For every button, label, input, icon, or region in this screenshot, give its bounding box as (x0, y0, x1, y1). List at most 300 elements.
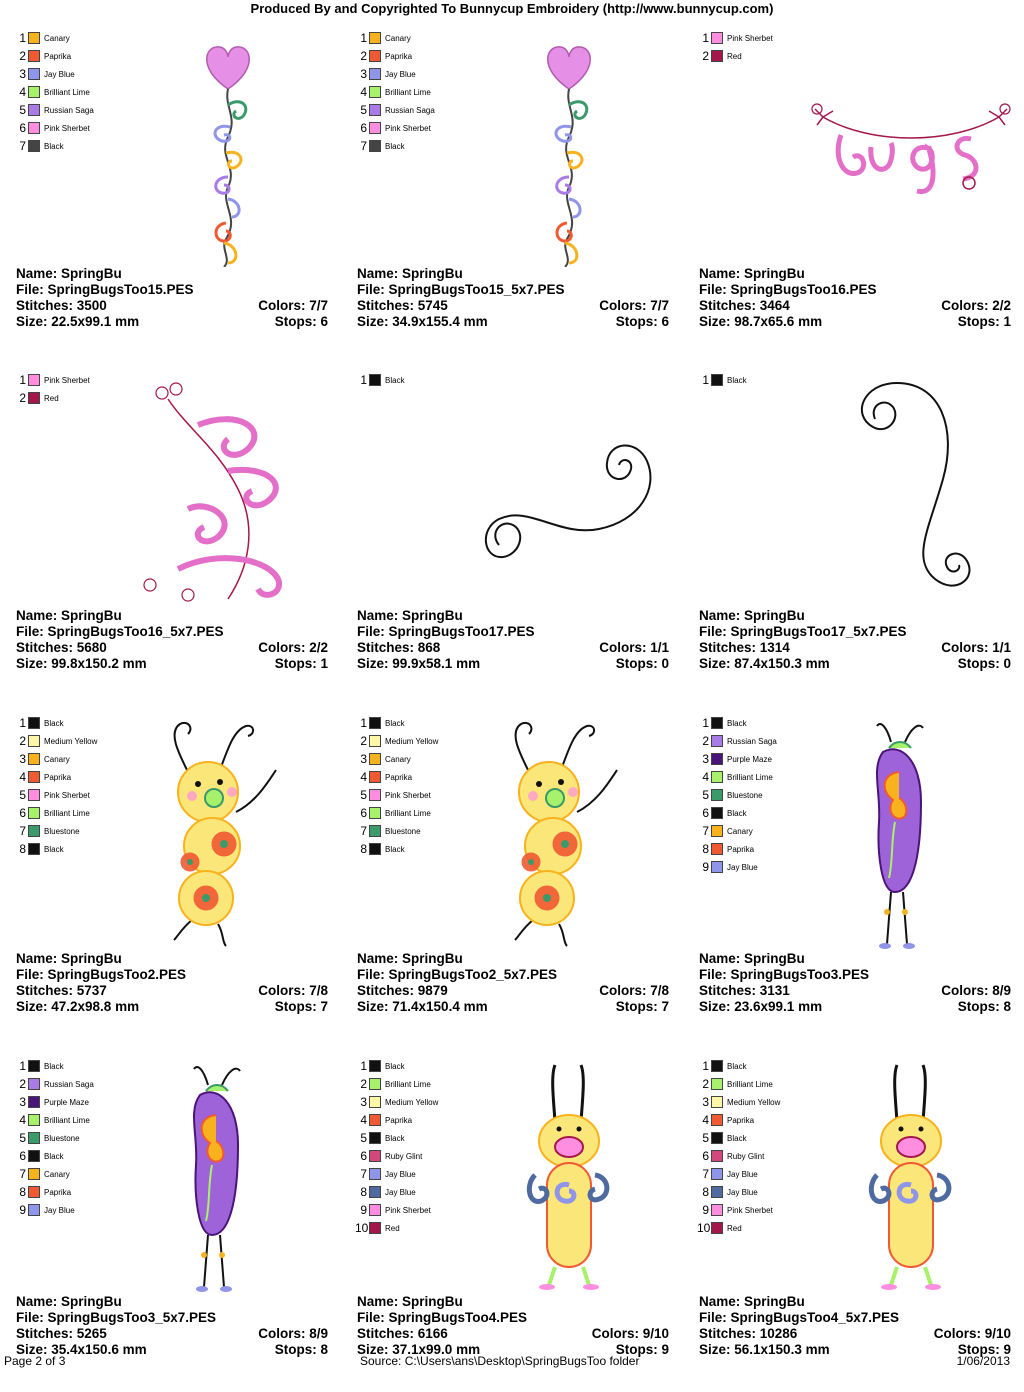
thread-swatch (711, 1222, 723, 1234)
thread-swatch (369, 717, 381, 729)
thread-color-row (355, 786, 438, 804)
thread-name: Canary (385, 754, 411, 764)
thread-name: Brilliant Lime (44, 808, 90, 818)
thread-name: Medium Yellow (727, 1097, 781, 1107)
thread-number: 1 (19, 716, 26, 730)
design-card (349, 1050, 679, 1392)
thread-name: Brilliant Lime (385, 1079, 431, 1089)
thread-swatch (28, 392, 40, 404)
embroidery-preview (469, 27, 669, 267)
design-size: Size: 23.6x99.1 mm (699, 999, 823, 1014)
thread-swatch (711, 789, 723, 801)
thread-swatch (28, 104, 40, 116)
thread-color-list (14, 29, 94, 155)
thread-swatch (28, 68, 40, 80)
design-stops: Stops: 1 (957, 314, 1011, 329)
thread-name: Paprika (385, 51, 413, 61)
thread-name: Purple Maze (44, 1097, 89, 1107)
thread-swatch (369, 825, 381, 837)
thread-color-row (355, 101, 435, 119)
thread-number: 5 (360, 1131, 367, 1145)
thread-number: 6 (360, 121, 367, 135)
thread-name: Medium Yellow (385, 1097, 439, 1107)
thread-color-row (14, 1147, 94, 1165)
thread-number: 3 (360, 67, 367, 81)
thread-number: 4 (19, 770, 26, 784)
thread-swatch (369, 1150, 381, 1162)
thread-name: Brilliant Lime (385, 87, 431, 97)
thread-color-row (14, 786, 97, 804)
thread-color-row (697, 804, 777, 822)
design-stitches: Stitches: 3131 (699, 983, 790, 998)
design-stops: Stops: 0 (615, 656, 669, 671)
thread-swatch (711, 1186, 723, 1198)
print-date: 1/06/2013 (956, 1354, 1010, 1368)
thread-number: 6 (19, 1149, 26, 1163)
thread-name: Paprika (44, 1187, 72, 1197)
design-stops: Stops: 8 (274, 1342, 328, 1357)
design-info (357, 266, 669, 330)
design-stops: Stops: 8 (957, 999, 1011, 1014)
thread-color-row (14, 119, 94, 137)
thread-color-row (14, 65, 94, 83)
thread-color-row (14, 137, 94, 155)
thread-number: 6 (702, 806, 709, 820)
design-card (349, 22, 679, 364)
thread-color-row (697, 371, 747, 389)
thread-name: Jay Blue (385, 1169, 416, 1179)
thread-name: Black (385, 141, 405, 151)
design-colors: Colors: 2/2 (258, 640, 328, 655)
thread-name: Medium Yellow (44, 736, 98, 746)
design-name: Name: SpringBu (16, 951, 122, 966)
thread-name: Pink Sherbet (385, 790, 431, 800)
thread-swatch (28, 1204, 40, 1216)
thread-color-row (14, 1129, 94, 1147)
thread-name: Brilliant Lime (44, 1115, 90, 1125)
thread-number: 4 (702, 770, 709, 784)
thread-name: Black (385, 718, 405, 728)
thread-swatch (711, 753, 723, 765)
thread-color-row (697, 822, 777, 840)
thread-name: Russian Saga (385, 105, 435, 115)
page-header: Produced By and Copyrighted To Bunnycup Embroidery (http://www.bunnycup.com) (250, 1, 774, 16)
thread-name: Black (44, 718, 64, 728)
design-colors: Colors: 7/7 (258, 298, 328, 313)
design-stops: Stops: 9 (615, 1342, 669, 1357)
thread-number: 1 (19, 31, 26, 45)
thread-swatch (28, 753, 40, 765)
thread-swatch (369, 122, 381, 134)
thread-name: Black (727, 1133, 747, 1143)
design-card (8, 1050, 338, 1392)
thread-name: Paprika (385, 1115, 413, 1125)
thread-swatch (369, 789, 381, 801)
thread-color-row (14, 1165, 94, 1183)
design-name: Name: SpringBu (699, 266, 805, 281)
thread-name: Canary (385, 33, 411, 43)
thread-swatch (711, 807, 723, 819)
design-file: File: SpringBugsToo16.PES (699, 282, 877, 297)
thread-number: 2 (19, 1077, 26, 1091)
design-stops: Stops: 0 (957, 656, 1011, 671)
design-name: Name: SpringBu (699, 608, 805, 623)
thread-number: 2 (360, 1077, 367, 1091)
design-card (691, 707, 1021, 1049)
thread-number: 5 (19, 1131, 26, 1145)
thread-color-list (697, 371, 747, 389)
page-footer (0, 1352, 1024, 1370)
thread-swatch (28, 1132, 40, 1144)
design-colors: Colors: 1/1 (599, 640, 669, 655)
thread-number: 7 (360, 824, 367, 838)
embroidery-preview (469, 369, 669, 609)
design-colors: Colors: 7/8 (599, 983, 669, 998)
thread-number: 7 (19, 139, 26, 153)
thread-swatch (711, 1150, 723, 1162)
thread-name: Red (385, 1223, 400, 1233)
thread-name: Black (385, 1061, 405, 1071)
thread-swatch (369, 1096, 381, 1108)
thread-name: Black (727, 375, 747, 385)
thread-name: Brilliant Lime (44, 87, 90, 97)
design-size: Size: 37.1x99.0 mm (357, 1342, 481, 1357)
thread-number: 5 (19, 103, 26, 117)
thread-number: 1 (360, 31, 367, 45)
thread-name: Russian Saga (44, 105, 94, 115)
thread-number: 5 (360, 103, 367, 117)
thread-color-row (355, 47, 435, 65)
thread-color-row (355, 119, 435, 137)
design-name: Name: SpringBu (357, 608, 463, 623)
design-file: File: SpringBugsToo16_5x7.PES (16, 624, 224, 639)
thread-color-row (697, 1219, 780, 1237)
thread-color-row (697, 858, 777, 876)
design-colors: Colors: 8/9 (258, 1326, 328, 1341)
thread-color-row (697, 1075, 780, 1093)
thread-color-row (355, 1075, 438, 1093)
thread-color-list (355, 1057, 438, 1237)
design-file: File: SpringBugsToo2.PES (16, 967, 187, 982)
thread-swatch (28, 1078, 40, 1090)
design-file: File: SpringBugsToo3_5x7.PES (16, 1310, 217, 1325)
thread-color-row (355, 1093, 438, 1111)
thread-swatch (28, 1150, 40, 1162)
design-stops: Stops: 6 (274, 314, 328, 329)
thread-color-row (355, 29, 435, 47)
thread-color-row (697, 1165, 780, 1183)
thread-color-row (697, 768, 777, 786)
thread-swatch (28, 789, 40, 801)
design-name: Name: SpringBu (699, 1294, 805, 1309)
thread-swatch (711, 1096, 723, 1108)
design-stitches: Stitches: 6166 (357, 1326, 448, 1341)
thread-swatch (711, 1060, 723, 1072)
thread-swatch (369, 753, 381, 765)
thread-number: 2 (19, 391, 26, 405)
thread-number: 8 (702, 1185, 709, 1199)
thread-number: 6 (360, 806, 367, 820)
design-stitches: Stitches: 5680 (16, 640, 107, 655)
thread-swatch (711, 50, 723, 62)
thread-name: Black (727, 1061, 747, 1071)
thread-swatch (28, 1186, 40, 1198)
thread-number: 2 (702, 49, 709, 63)
thread-swatch (369, 1132, 381, 1144)
thread-number: 2 (19, 49, 26, 63)
thread-number: 5 (702, 788, 709, 802)
thread-swatch (711, 771, 723, 783)
thread-color-row (697, 47, 773, 65)
design-name: Name: SpringBu (16, 1294, 122, 1309)
design-size: Size: 35.4x150.6 mm (16, 1342, 147, 1357)
thread-number: 2 (702, 1077, 709, 1091)
thread-color-row (355, 768, 438, 786)
thread-swatch (28, 1114, 40, 1126)
thread-number: 3 (19, 67, 26, 81)
design-card (8, 707, 338, 1049)
thread-swatch (369, 374, 381, 386)
thread-number: 4 (360, 85, 367, 99)
thread-color-row (14, 822, 97, 840)
thread-number: 5 (360, 788, 367, 802)
thread-name: Paprika (44, 51, 72, 61)
thread-swatch (28, 1060, 40, 1072)
thread-color-row (697, 29, 773, 47)
thread-number: 3 (702, 1095, 709, 1109)
thread-name: Red (727, 51, 742, 61)
thread-name: Pink Sherbet (44, 123, 90, 133)
thread-swatch (369, 807, 381, 819)
design-name: Name: SpringBu (357, 1294, 463, 1309)
thread-name: Pink Sherbet (44, 375, 90, 385)
design-name: Name: SpringBu (357, 951, 463, 966)
thread-name: Brilliant Lime (727, 772, 773, 782)
design-stops: Stops: 7 (274, 999, 328, 1014)
thread-swatch (28, 374, 40, 386)
design-file: File: SpringBugsToo15_5x7.PES (357, 282, 565, 297)
thread-color-row (355, 65, 435, 83)
design-name: Name: SpringBu (16, 608, 122, 623)
design-stitches: Stitches: 3464 (699, 298, 790, 313)
thread-name: Brilliant Lime (727, 1079, 773, 1089)
thread-swatch (369, 1114, 381, 1126)
thread-color-row (697, 1111, 780, 1129)
thread-color-row (697, 750, 777, 768)
thread-swatch (369, 1168, 381, 1180)
thread-color-row (14, 1201, 94, 1219)
design-stitches: Stitches: 1314 (699, 640, 790, 655)
thread-number: 7 (19, 1167, 26, 1181)
design-info (699, 266, 1011, 330)
thread-color-list (697, 714, 777, 876)
thread-color-row (355, 732, 438, 750)
design-size: Size: 99.9x58.1 mm (357, 656, 481, 671)
thread-swatch (28, 140, 40, 152)
design-name: Name: SpringBu (16, 266, 122, 281)
thread-number: 1 (19, 1059, 26, 1073)
design-file: File: SpringBugsToo4_5x7.PES (699, 1310, 900, 1325)
embroidery-preview (811, 27, 1011, 267)
design-info (357, 951, 669, 1015)
thread-number: 1 (19, 373, 26, 387)
thread-number: 9 (19, 1203, 26, 1217)
thread-name: Jay Blue (385, 1187, 416, 1197)
thread-color-row (14, 47, 94, 65)
design-size: Size: 71.4x150.4 mm (357, 999, 488, 1014)
design-file: File: SpringBugsToo15.PES (16, 282, 194, 297)
thread-number: 5 (702, 1131, 709, 1145)
thread-color-row (697, 714, 777, 732)
thread-swatch (369, 32, 381, 44)
design-stitches: Stitches: 3500 (16, 298, 107, 313)
thread-number: 1 (702, 1059, 709, 1073)
thread-color-row (14, 389, 90, 407)
thread-number: 7 (702, 824, 709, 838)
design-stops: Stops: 7 (615, 999, 669, 1014)
thread-color-row (355, 371, 405, 389)
thread-swatch (711, 843, 723, 855)
thread-number: 4 (19, 85, 26, 99)
design-stitches: Stitches: 5737 (16, 983, 107, 998)
embroidery-preview (811, 712, 1011, 952)
embroidery-preview (128, 1055, 328, 1295)
thread-number: 8 (360, 842, 367, 856)
thread-swatch (28, 122, 40, 134)
thread-swatch (711, 735, 723, 747)
source-path: Source: C:\Users\ans\Desktop\SpringBugsToo folder (360, 1354, 640, 1368)
thread-number: 7 (19, 824, 26, 838)
thread-color-row (697, 1057, 780, 1075)
thread-color-row (14, 1111, 94, 1129)
embroidery-preview (469, 712, 669, 952)
design-card (349, 707, 679, 1049)
thread-color-row (697, 1201, 780, 1219)
thread-name: Pink Sherbet (44, 790, 90, 800)
thread-swatch (711, 1132, 723, 1144)
thread-color-row (355, 1057, 438, 1075)
thread-color-row (697, 1129, 780, 1147)
thread-name: Purple Maze (727, 754, 772, 764)
design-card (691, 22, 1021, 364)
thread-swatch (369, 104, 381, 116)
design-colors: Colors: 9/10 (591, 1326, 669, 1341)
design-stitches: Stitches: 868 (357, 640, 441, 655)
thread-swatch (711, 825, 723, 837)
thread-swatch (711, 1204, 723, 1216)
thread-swatch (369, 1060, 381, 1072)
thread-name: Pink Sherbet (385, 123, 431, 133)
thread-number: 8 (360, 1185, 367, 1199)
thread-name: Paprika (727, 1115, 755, 1125)
thread-color-list (14, 714, 97, 858)
thread-color-row (14, 1093, 94, 1111)
design-file: File: SpringBugsToo2_5x7.PES (357, 967, 558, 982)
thread-number: 5 (19, 788, 26, 802)
thread-swatch (369, 50, 381, 62)
thread-color-row (14, 101, 94, 119)
thread-name: Pink Sherbet (727, 1205, 773, 1215)
thread-color-list (355, 371, 405, 389)
thread-color-row (14, 714, 97, 732)
thread-number: 10 (697, 1221, 711, 1235)
thread-color-list (697, 29, 773, 65)
thread-number: 1 (360, 373, 367, 387)
thread-swatch (369, 735, 381, 747)
thread-color-row (355, 1165, 438, 1183)
thread-color-row (355, 714, 438, 732)
thread-swatch (369, 140, 381, 152)
thread-number: 2 (19, 734, 26, 748)
thread-color-row (697, 1093, 780, 1111)
thread-name: Brilliant Lime (385, 808, 431, 818)
thread-number: 9 (702, 1203, 709, 1217)
thread-swatch (28, 717, 40, 729)
thread-number: 10 (355, 1221, 369, 1235)
thread-name: Black (385, 1133, 405, 1143)
thread-name: Jay Blue (385, 69, 416, 79)
thread-name: Canary (44, 754, 70, 764)
embroidery-preview (128, 712, 328, 952)
embroidery-preview (128, 27, 328, 267)
thread-color-row (14, 83, 94, 101)
thread-color-row (14, 732, 97, 750)
thread-swatch (28, 1168, 40, 1180)
design-colors: Colors: 2/2 (941, 298, 1011, 313)
thread-color-list (14, 1057, 94, 1219)
design-colors: Colors: 8/9 (941, 983, 1011, 998)
thread-name: Bluestone (44, 1133, 80, 1143)
thread-number: 6 (19, 121, 26, 135)
thread-number: 8 (702, 842, 709, 856)
thread-color-row (697, 1183, 780, 1201)
thread-name: Medium Yellow (385, 736, 439, 746)
thread-swatch (711, 1078, 723, 1090)
design-size: Size: 34.9x155.4 mm (357, 314, 488, 329)
design-info (16, 266, 328, 330)
thread-color-list (14, 371, 90, 407)
design-info (16, 608, 328, 672)
thread-name: Pink Sherbet (385, 1205, 431, 1215)
thread-name: Paprika (385, 772, 413, 782)
thread-number: 7 (702, 1167, 709, 1181)
thread-number: 3 (19, 1095, 26, 1109)
thread-color-row (14, 768, 97, 786)
thread-name: Bluestone (727, 790, 763, 800)
thread-color-row (355, 1201, 438, 1219)
design-info (699, 608, 1011, 672)
design-info (699, 1294, 1011, 1358)
thread-swatch (369, 1204, 381, 1216)
thread-color-row (355, 804, 438, 822)
design-size: Size: 87.4x150.3 mm (699, 656, 830, 671)
thread-number: 9 (702, 860, 709, 874)
thread-color-row (14, 1183, 94, 1201)
thread-number: 9 (360, 1203, 367, 1217)
design-file: File: SpringBugsToo17_5x7.PES (699, 624, 907, 639)
thread-swatch (28, 86, 40, 98)
design-colors: Colors: 7/7 (599, 298, 669, 313)
thread-swatch (711, 1114, 723, 1126)
design-info (699, 951, 1011, 1015)
design-card (691, 1050, 1021, 1392)
thread-number: 3 (702, 752, 709, 766)
thread-color-row (355, 1111, 438, 1129)
thread-swatch (28, 807, 40, 819)
design-colors: Colors: 9/10 (933, 1326, 1011, 1341)
design-stitches: Stitches: 10286 (699, 1326, 798, 1341)
thread-swatch (28, 771, 40, 783)
